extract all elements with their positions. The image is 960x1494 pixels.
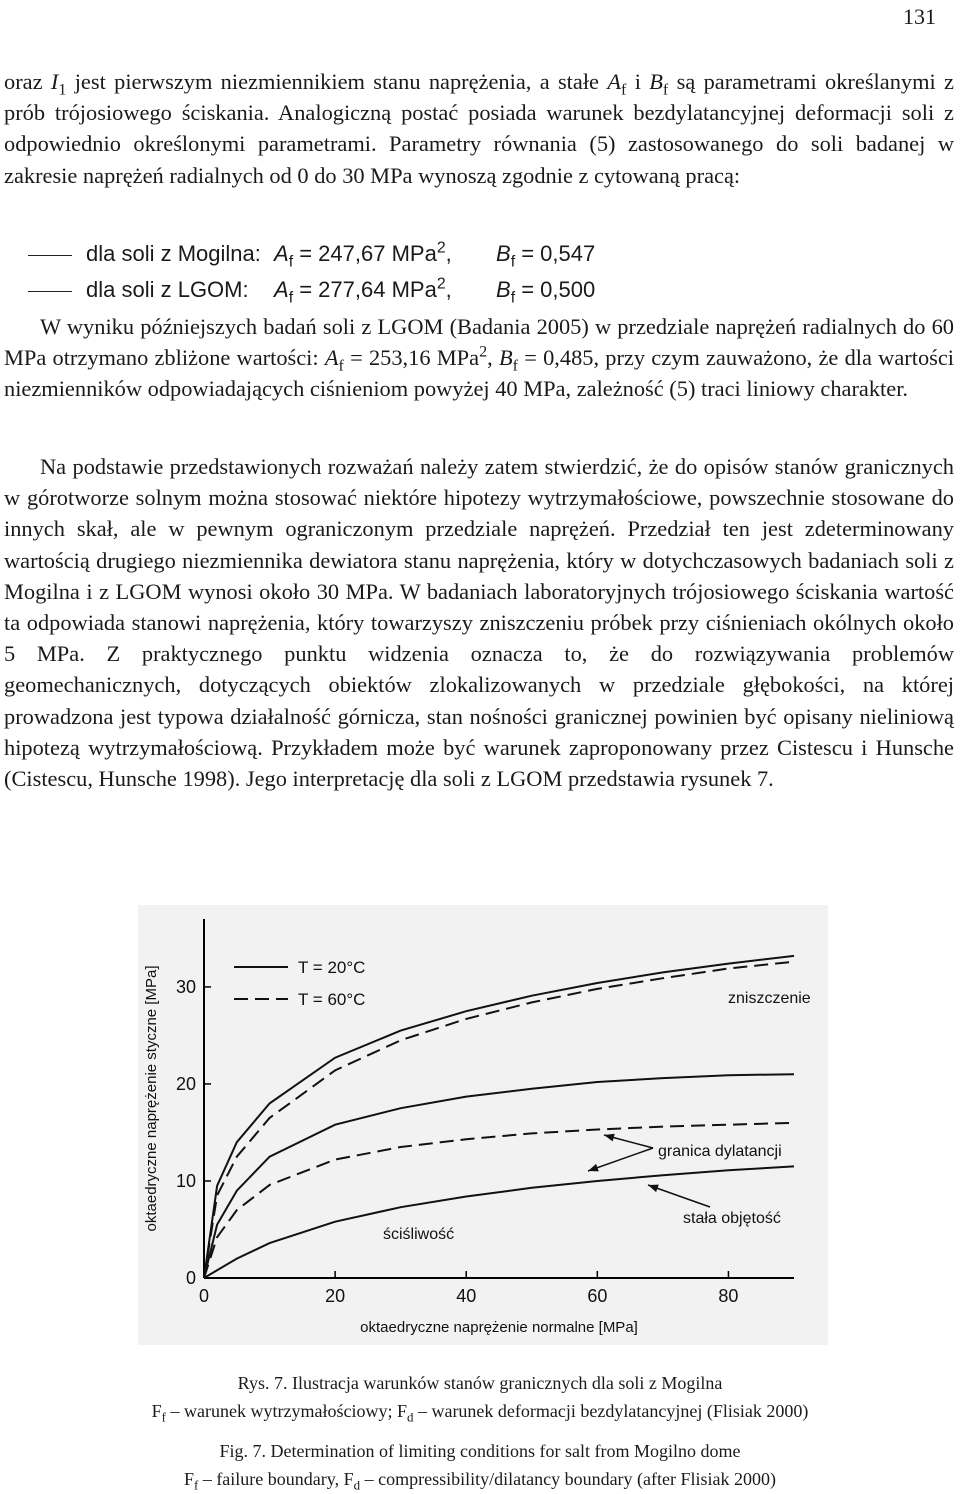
figure-7-chart xyxy=(138,905,828,1345)
paragraph-1: oraz $I_1$ jest pierwszym niezmiennikiem stanu naprężenia, a stałe $A_f$ i $B_f$ są parametrami określanymi z prób trójosiowego ściskania. Analogiczną postać posiada warunek bezdylatancyjnej deformacji soli z odpowiednio określonymi parametrami. Parametry równania (5) zastosowanego do soli badanej w zakresie naprężeń radialnych od 0 do 30 MPa wynoszą zgodnie z cytowaną pracą: xyxy=(4,69,954,188)
x-tick-label: 0 xyxy=(198,1286,210,1306)
paragraph-4: Na podstawie przedstawionych rozważań należy zatem stwierdzić, że do opisów stanów granicznych w górotworze solnym można stosować niektóre hipotezy wytrzymałościowe, powszechnie stosowane do innych skał, ale w pewnym ograniczonym przedziale naprężeń. Przedział ten jest zdeterminowany wartością drugiego niezmiennika dewiatora stanu naprężenia, który w dotychczasowych badaniach soli z Mogilna i z LGOM wynosi około 30 MPa. W badaniach laboratoryjnych trójosiowego ściskania wartość ta odpowiada stanowi naprężenia, który towarzyszy zniszczeniu próbek przy ciśnieniach okólnych około 5 MPa. Z praktycznego punktu widzenia oznacza to, że do rozwiązywania problemów geomechanicznych, dotyczących obiektów zlokalizowanych w przedziale głębokości, na której prowadzona jest typowa działalność górnicza, stan nośności granicznej powinien być opisany nieliniową hipotezą wytrzymałościową. Przykładem może być warunek zaproponowany przez Cistescu i Hunsche (Cistescu, Hunsche 1998). Jego interpretację dla soli z LGOM przedstawia rysunek 7. xyxy=(4,454,954,792)
y-tick-label: 30 xyxy=(175,976,196,997)
annotation-stala-objetosc: stała objętość xyxy=(683,1210,781,1227)
legend-label-1: T = 60°C xyxy=(298,990,366,1009)
x-tick-label: 20 xyxy=(325,1286,346,1306)
list-dash xyxy=(28,255,72,256)
caption-en-legend: $F_f$ – failure boundary, $F_d$ – compressibility/dilatancy boundary (after Flisiak 2000) xyxy=(183,1469,777,1493)
caption-pl-legend: $F_f$ – warunek wytrzymałościowy; $F_d$ – warunek deformacji bezdylatancyjnej (Flisiak 2000) xyxy=(151,1401,809,1425)
x-axis-label: oktaedryczne naprężenie normalne [MPa] xyxy=(360,1319,638,1336)
caption-en-title: Fig. 7. Determination of limiting conditions for salt from Mogilno dome xyxy=(219,1441,741,1461)
page-number: 131 xyxy=(903,4,936,29)
legend-label-0: T = 20°C xyxy=(298,958,366,977)
annotation-granica-dylatancji: granica dylatancji xyxy=(658,1143,782,1160)
list-dash xyxy=(28,291,72,292)
x-tick-label: 40 xyxy=(456,1286,477,1306)
paragraph-3: W wyniku późniejszych badań soli z LGOM (Badania 2005) w przedziale naprężeń radialnych do 60 MPa otrzymano zbliżone wartości: $A_f = 253,16$ MPa$^2$, $B_f = 0,485$, przy czym zauważono, że dla wartości niezmienników odpowiadających ciśnieniom powyżej 40 MPa, zależność (5) traci liniowy charakter. xyxy=(4,314,955,402)
param-line-lgom: dla soli z LGOM: $A_f = 277,64$ MPa$^2$, $B_f = 0,500$ xyxy=(4,274,595,305)
y-tick-label: 20 xyxy=(175,1073,196,1094)
param-line-mogilna: dla soli z Mogilna: $A_f = 247,67$ MPa$^2$, $B_f = 0,547$ xyxy=(4,238,595,269)
annotation-scisliwosc: ściśliwość xyxy=(383,1226,455,1243)
x-tick-label: 60 xyxy=(587,1286,608,1306)
y-axis-label: oktaedryczne naprężenie styczne [MPa] xyxy=(143,965,160,1232)
caption-pl-title: Rys. 7. Ilustracja warunków stanów granicznych dla soli z Mogilna xyxy=(237,1373,723,1393)
x-tick-label: 80 xyxy=(718,1286,739,1306)
y-tick-label: 10 xyxy=(175,1170,196,1191)
y-tick-label: 0 xyxy=(185,1268,196,1288)
annotation-zniszczenie: zniszczenie xyxy=(728,990,811,1007)
